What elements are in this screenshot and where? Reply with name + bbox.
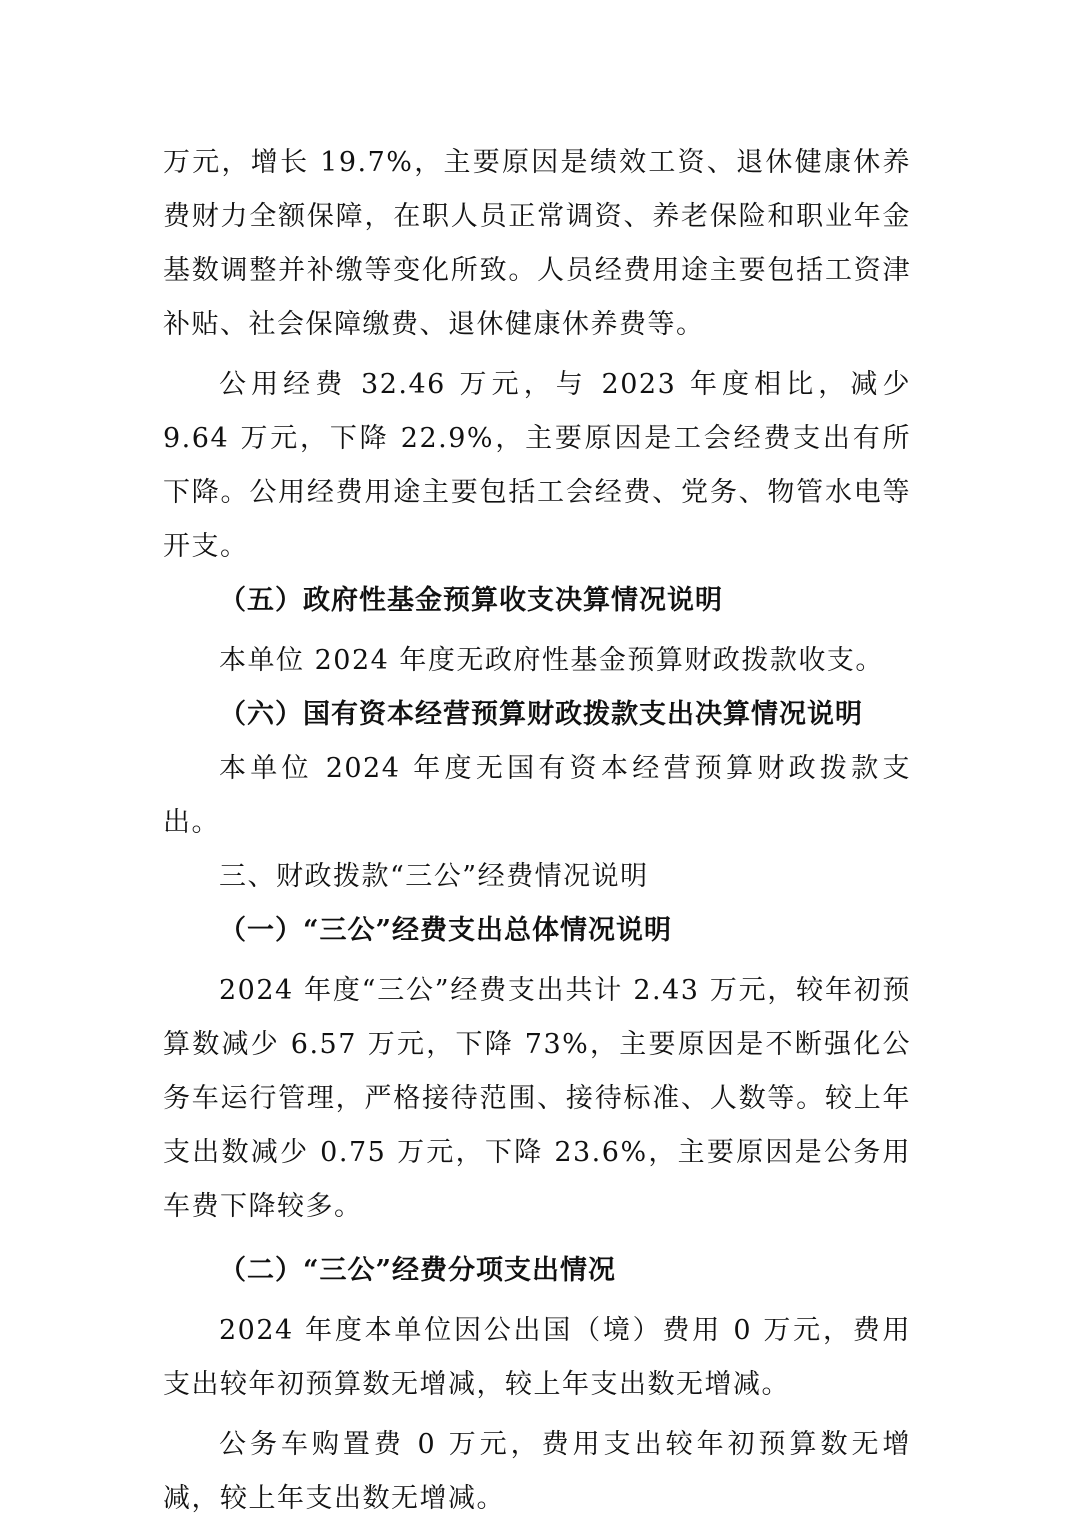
section-three-public-expenses: 三、财政拨款“三公”经费情况说明 — [219, 861, 649, 892]
paragraph-state-capital: 本单位 2024 年度无国有资本经营预算财政拨款支出。 — [163, 753, 911, 838]
paragraph-personnel-expenses: 万元，增长 19.7%，主要原因是绩效工资、退休健康休养费财力全额保障，在职人员正常调资、养老保险和职业年金基数调整并补缴等变化所致。人员经费用途主要包括工资津补贴、社会保障缴费、退休健康休养费等。 — [163, 147, 911, 340]
paragraph-government-fund: 本单位 2024 年度无政府性基金预算财政拨款收支。 — [219, 645, 884, 676]
paragraph-public-expenses: 公用经费 32.46 万元，与 2023 年度相比，减少 9.64 万元，下降 22.9%，主要原因是工会经费支出有所下降。公用经费用途主要包括工会经费、党务、物管水电等开支。 — [163, 369, 911, 562]
heading-three-public-items: （二）“三公”经费分项支出情况 — [219, 1255, 617, 1286]
paragraph-overseas-travel: 2024 年度本单位因公出国（境）费用 0 万元，费用支出较年初预算数无增减，较上年支出数无增减。 — [163, 1315, 911, 1400]
paragraph-three-public-overall: 2024 年度“三公”经费支出共计 2.43 万元，较年初预算数减少 6.57 万元，下降 73%，主要原因是不断强化公务车运行管理，严格接待范围、接待标准、人数等。较上年支出数减少 0.75 万元，下降 23.6%，主要原因是公务用车费下降较多。 — [163, 975, 911, 1222]
heading-government-fund: （五）政府性基金预算收支决算情况说明 — [219, 585, 723, 616]
heading-state-capital: （六）国有资本经营预算财政拨款支出决算情况说明 — [219, 699, 863, 730]
heading-three-public-overall: （一）“三公”经费支出总体情况说明 — [219, 915, 673, 946]
paragraph-vehicle-purchase: 公务车购置费 0 万元，费用支出较年初预算数无增减，较上年支出数无增减。 — [163, 1429, 911, 1514]
document-body — [163, 136, 911, 1526]
